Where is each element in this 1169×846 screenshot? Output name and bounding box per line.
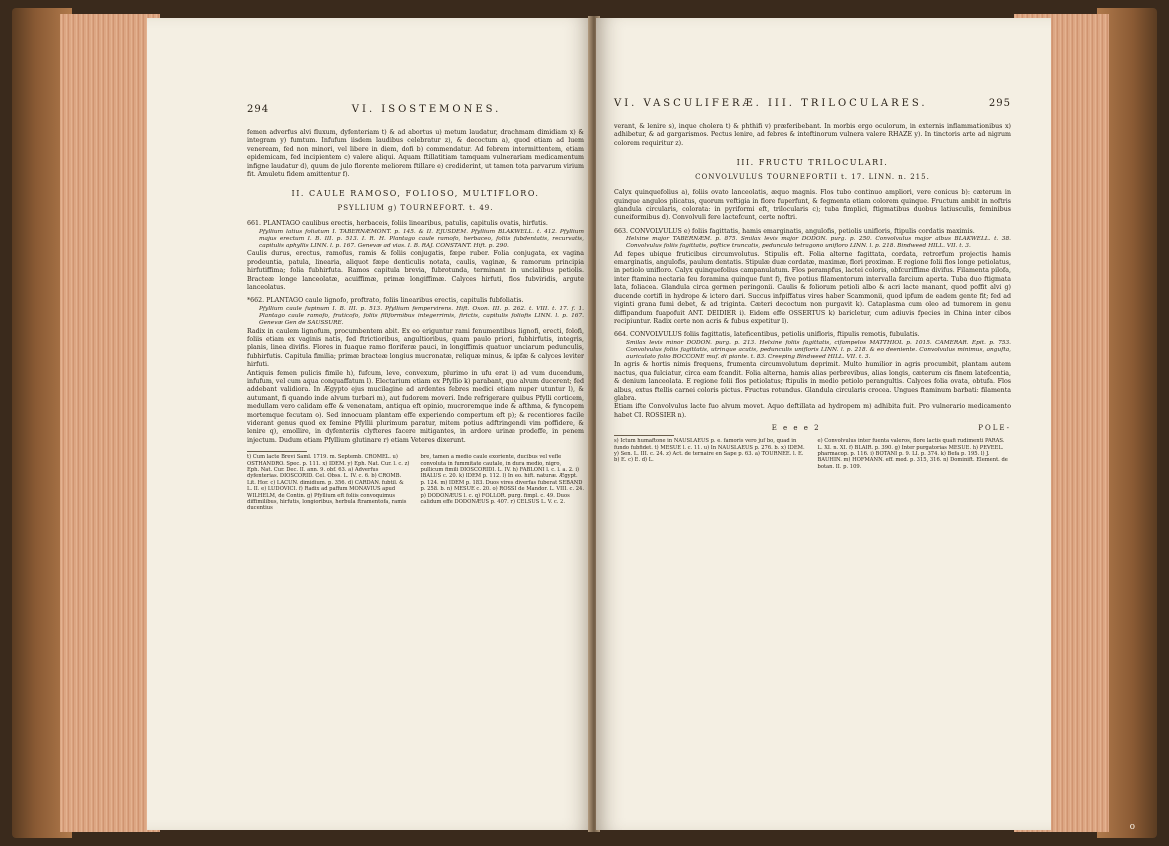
left-genus-title: PSYLLIUM g) TOURNEFORT. t. 49. bbox=[337, 204, 494, 213]
entry-662-heading: *662. PLANTAGO caule lignofo, proftrato, foliis linearibus erectis, capitulis fubfoliatis. bbox=[247, 297, 524, 305]
entry-664-heading: 664. CONVOLVULUS foliis fagittatis, lateficentibus, petiolis unifloris, ftipulis remotis, fubulatis. bbox=[614, 331, 920, 339]
left-intro-paragraph: femen adverfus alvi fluxum, dyfenteriam t) & ad abortus u) metum laudatur, drachmam dimidiam x) & integram y) fumtum. Infufum iisdem laudibus celebratur z), & decoctum a), quod etiam ad luem veneream, fed non minori, vel libere in diem, dofi b) commendatur. Ad febrem intermittentem, etiam epidemicam, fed incipientem c) valere aliqui. Aquam ftillatitiam tamquam vulnerariam medicamentum infigne laudatur d), quum de julo florente meliorem ftillare e) crediderint, ut tamen tota parvarum virium fit. Amuletu fidem amittentur f). bbox=[247, 129, 584, 179]
catchword: POLE- bbox=[978, 424, 1011, 433]
right-footnotes-col1: s) Ictum humaftone in NAUSLAEUS p. e. famoris vero juf bo, quad in fundo fubfidet. t) MESUE l. c. 11. u) In NAUSLAEUS p. 276. b. x) IDEM. y) Sen. L. III. c. 24. z) Act. de ternaire en Sape p. 63. a) TOURNEE. l. E. b) E. c) E. d) L. bbox=[614, 438, 805, 464]
right-footnotes-col2: e) Convolvulus inter fuenta valeros, flore lactis quafi rudimenti PARAS. L. XI. n. XI. f) BLAIR. p. 390. g) Inter purgatorias MESUE. h) PEVEEL. pharmacop. p. 116. i) BOTANI p. 9. LI. p. 374. k) Befa p. 195. l) J. BAUHIN. m) HOFMANN. eff. med. p. 315, 316. n) Dominift. Element. de botan. II. p. 109. bbox=[817, 438, 1008, 470]
entry-664-synonyms: Smilax levis minor DODON. purg. p. 213. Helxine foliis fagittatis, cifampelos MATTHIOL p. 1015. CAMERAR. Epit. p. 753. Convolvulus foliis fagittatis, utrinque acutis, pedunculis unifloris LINN. l. p. 218. & eo deeniente. Convolvulus minimus, angufta, auriculato folio BOCCONE muf. di piante. t. 83. Creeping Bindweed HILL. VII. t. 3. bbox=[626, 339, 1011, 361]
open-book bbox=[12, 8, 1157, 838]
left-head-title: VI. ISOSTEMONES. bbox=[351, 104, 502, 115]
right-running-head bbox=[614, 98, 1011, 109]
right-signature-line bbox=[614, 424, 1011, 432]
entry-661-synonyms: Pfyllium latius foliatum I. TABERNÆMONT. p. 145. & II. EJUSDEM. Pfyllium BLAKWELL. t. 412. Pfyllium majus erectum I. B. III. p. 513. I. R. H. Plantago caule ramofo, herbaceo, foliis fubdentatis, recurvatis, capitulis aphyllis LINN. l. p. 167. Genevæ ad vias. I. B. RAJ. CONSTANT. Hift. p. 290. bbox=[259, 228, 584, 250]
genus-description: Calyx quinquefolius a), foliis ovato lanceolatis, æquo magnis. Flos tubo continuo ampliori, vere conicus b): cæterum in quinque angulos plicatus, quorum veftigia in flore fuperfunt, & fegmenta etiam colorem quinque. Fructum ambit in noftris glandula circularis, colorata: in pyriformi eft, trilocularis c); tuba fimplici, ftigmatibus duobus latiusculis, feminibus cuneiformibus d). Convolvuli fere lactefcunt, certe noftri. bbox=[614, 189, 1011, 222]
entry-661-description: Caulis durus, erectus, ramofus, ramis & foliis conjugatis, fæpe ruber. Folia conjugata, ex vagina prodeuntia, patula, linearia, aliquot fæpe denticulis notata, caulis, vaginæ, & ramorum principia hirfutiffima; folia fubhirfuta. Ramos capitula brevia, fubrotunda, terminant in uncialibus petiolis. Bracteæ longe lanceolatæ, acuiffimæ, primæ longiffimæ. Calyces hirfuti, flos fubviridis, argute lanceolatus. bbox=[247, 250, 584, 292]
left-page bbox=[147, 18, 592, 830]
entry-663-description: Ad fepes ubique fruticibus circumvolutus. Stipulis eft. Folia alterne fagittata, cordata, retrorfum projectis hamis emarginatis, angulofis, paulum dentatis. Stipulæ duæ cordatæ, maximæ, flori proximæ. E regione folii flos longe petiolatus, in petiolo unifloro. Calyx quinquefolius campanulatum. Flos perampfus, lactei coloris, obfcuriffime divifus. Filamenta pilofa, inter ftamina nectaria feu foramina quinque funt f), five potius filamentorum intervalla farcium aperta. Tuba duo ftigmata lata, foliacea. Glandula circa germen peringonii. Caulis & foliorum petioli albo & acri lacte manant, quod poffit alvi g) ducende cortifi in hydrope & ictero dari. Succus infpiffatus vires haber Scammonii, quod ipfum de eadem gente fit; fed ad viginti grana fumi debet, & ad triginta. Cæteri decoctum non purgavit k). Cataplasma cum oleo ad tumorem in genu diffipandum fuapofuit ANT. DEIDIER i). Eidem effe OSSERTUS k) baricletur, cum adiuvis fpecies in China inter cibos recipiuntur. Radix certe non acris & fubus expetitur l). bbox=[614, 250, 1011, 325]
right-footnotes bbox=[614, 435, 1011, 470]
right-page bbox=[596, 18, 1051, 830]
right-intro-paragraph: verant, & lenire s), inque cholera t) & phthifi v) præferibebant. In morbis ergo oculorum, in externis inflammationibus x) adhibetur, & ad gargarismos. Pectus lenire, ad febres & inteftinorum vulnera valere RHAZE y). In tinctoris arte ad nigrum colorem requiritur z). bbox=[614, 123, 1011, 147]
left-footnotes bbox=[247, 451, 584, 512]
entry-661-heading: 661. PLANTAGO caulibus erectis, herbaceis, foliis linearibus, patulis, capitulis ovatis, hirfutis. bbox=[247, 220, 548, 228]
left-footnotes-col2: bre, tamen a medio caule exoriente, ducibus vel vefle convoluta in fummitate cautale, in dura medio, nigro, pullicum fimili DIOSCORIDI. L. IV. h) FABLONI l. c. l. a. 2. i) IBALUS c. 20. k) IDEM p. 112. l) In eo. hift. naturæ. Ægypt. p. 124. m) IDEM p. 183. Duos vires diverfas fuberat SEBAND p. 258. b. n) MESUE c. 20. o) ROSSI de Mandor. L. VIII. c. 24. p) DODONÆUS l. c. q) FOLLOR. purg. fimpl. c. 49. Duos calidum effe DODONÆUS p. 407. r) CELSUS L. V. c. 2. bbox=[420, 454, 585, 506]
entry-664-uses: Etiam ifte Convolvulus lacte fuo alvum movet. Aquo deftillata ad hydropem m) adhibita fuit. Pro vulnerario medicamento habet CI. ROSSIER n). bbox=[614, 403, 1011, 419]
entry-662-uses: Antiquis femen pulicis fimile h), fufcum, leve, convexum, plurimo in ufu erat i) ad vum ducendum, infufum, vel cum aqua conquaffatum l). Electarium etiam ex Pfyllio k) parabant, quo alvum ducerent; fed addebant validiora. In Ægypto ejus mucilagine ad ardentes febres medici etiam nuper utuntur l), & autumant, fi quando inde alvum turbari m), aut fudorem moveri. Inde refrigerare quibus Pfylli corticem, medullam vero calidam effe & venenatam, antiqua eft opinio, mucroremque inde & afthma, & fyncopem mortemque fecutam o). Sed innocuam plantam effe experiendo compertum eft p); & recentiores facile viderant genus quod ex femine Pfyllii plurimum paratur, mitem potius adftringendi vim poffidere, & lenire q), emollire, in dyfenteriis clyfteres facere mitigantes, in ardore urinæ prodeffe, in penem injectum. Dudum etiam Pfyllium glutinare r) etiam Veteres dixerunt. bbox=[247, 369, 584, 444]
entry-664-description: In agris & hortis nimis frequens, frumenta circumvolutum deprimit. Multo humilior in agris procumbit, plantam autem nactus, qua fulciatur, circa eam fcandit. Folia alterna, hamis alias perbrevibus, alias longis, cæterum cis finem latefcentia, & denium lanceolata. E regione folii flos petiolatus; ftipulis in medio petiolo perangultis. Calyces folia ovata, obtufa. Flos albus, extus ftellis carnei coloris pictus. Fructus rotundus. Glandula circularis crocea. Ungues ftaminum barbati: filamenta glabra. bbox=[614, 361, 1011, 402]
left-section-title: II. CAULE RAMOSO, FOLIOSO, MULTIFLORO. bbox=[291, 189, 540, 199]
left-footnotes-col1: t) Cum lacte Brevi Saml. 1719. m. Septemb. CROMEL. u) OSTHANDRO. Spec. p. 111. x) IDEM. y) Eph. Nat. Cur. l. c. z) Eph. Nat. Cur. Dec. II. ann. 9. obf. 63. a) Adverfus dyfenterias. DIOSCORID. Cel. Obss. L. IV. c. 6. b) CROMB. Lit. Hor. c) LACUN. dimidium. p. 356. d) CARDAN. fubtil. & L. II. e) LUDOVICI. f) Radix ad paffum MONAVIUS apud WILHELM, de Contin. g) Pfyllium eft foliis convoquimus diffimilibus, hirfutis, longioribus, herbula ftramentofa, ramis ducentius bbox=[247, 454, 410, 512]
corner-mark: o bbox=[1129, 822, 1135, 832]
entry-663-synonyms: Helxine major TABERNÆM. p. 875. Smilax levis major DODON. purg. p. 250. Convolvulus major albus BLAKWELL. t. 38. Convolvulus foliis fagittatis, poftice truncatis, pedunculo tetragono unifloro LINN. l. p. 218. Bindweed HILL. VII. t. 3. bbox=[626, 236, 1011, 250]
left-page-edges bbox=[60, 14, 160, 832]
entry-663-heading: 663. CONVOLVULUS e) foliis fagittatis, hamis emarginatis, angulofis, petiolis unifloris, ftipulis cordatis maximis. bbox=[614, 227, 975, 235]
left-page-number: 294 bbox=[247, 104, 270, 115]
right-section-title: III. FRUCTU TRILOCULARI. bbox=[736, 158, 889, 168]
right-head-title: VI. VASCULIFERÆ. III. TRILOCULARES. bbox=[614, 98, 928, 109]
right-page-number: 295 bbox=[988, 98, 1011, 109]
entry-662-description: Radix in caulem lignofum, procumbentem abit. Ex eo eriguntur rami fenumentibus lignofi, erecti, folofi, foliis etiam ex vaginis natis, fed ftrictioribus, angultioribus, quam paulo priori, fubhirfutis, integris, planis, linea divifis. Flores in fuaque ramo floriferæ pauci, in longiffimis quatuor unciarum pedunculis, fubhirfutis. Capitula fimilia; primæ bracteæ longius mucronatæ, reliquæ minus, & ipfæ & calyces leviter hirfuti. bbox=[247, 327, 584, 369]
signature-mark: E e e e 2 bbox=[771, 424, 821, 433]
right-genus-title: CONVOLVULUS TOURNEFORTII t. 17. LINN. n. 215. bbox=[695, 173, 930, 182]
left-running-head bbox=[247, 104, 584, 115]
entry-662-synonyms: Pfyllium caule fupinum I. B. III. p. 513. Pfyllium fempervirens. Hift. Oxon. III. p. 262. t. VIII. t. 17. f. 1. Plantago caule ramofo, fruticofo, foliis filiformibus integerrimis, firictis, capitulis foliofis LINN. l. p. 167. Genevæ Gen de SAUSSURE. bbox=[259, 305, 584, 327]
